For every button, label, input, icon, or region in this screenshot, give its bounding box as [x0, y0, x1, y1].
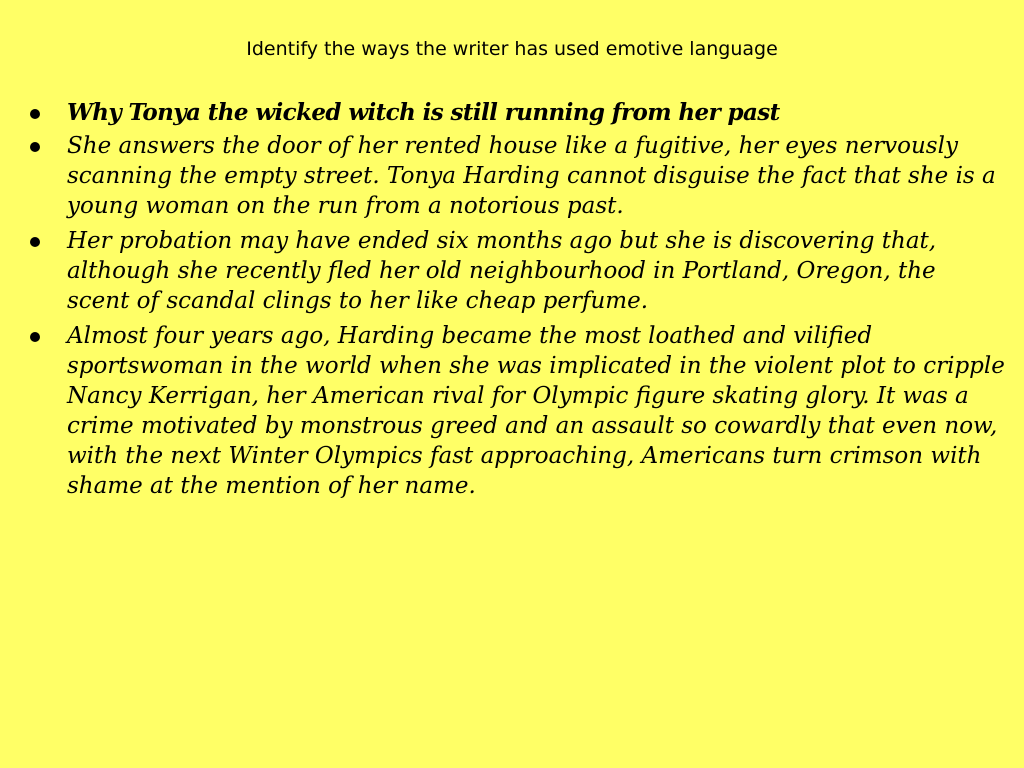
bullet-text: Almost four years ago, Harding became the most loathed and vilified sportswoman in the world when she was implicated in the violent plot to cripple Nancy Kerrigan, her American rival for Olympic figure skating glory. It was a crime motivated by monstrous greed and an assault so cowardly that even now, with the next Winter Olympics fast approaching, Americans turn crimson with shame at the mention of her name. [67, 323, 1005, 499]
bullet-text: Why Tonya the wicked witch is still running from her past [67, 99, 780, 126]
bullet-icon [30, 332, 40, 342]
bullet-item [30, 226, 1005, 316]
bullet-text: Her probation may have ended six months ago but she is discovering that, although she recently fled her old neighbourhood in Portland, Oregon, the scent of scandal clings to her like cheap perfume. [67, 228, 937, 314]
bullet-item [30, 131, 1005, 221]
bullet-list [30, 98, 1005, 506]
bullet-item-headline [30, 98, 1005, 128]
bullet-text: She answers the door of her rented house like a fugitive, her eyes nervously scanning the empty street. Tonya Harding cannot disguise the fact that she is a young woman on the run from a notorious past. [67, 133, 996, 219]
bullet-icon [30, 142, 40, 152]
bullet-item [30, 321, 1005, 501]
bullet-icon [30, 237, 40, 247]
slide-title: Identify the ways the writer has used emotive language [246, 38, 778, 60]
bullet-icon [30, 109, 40, 119]
